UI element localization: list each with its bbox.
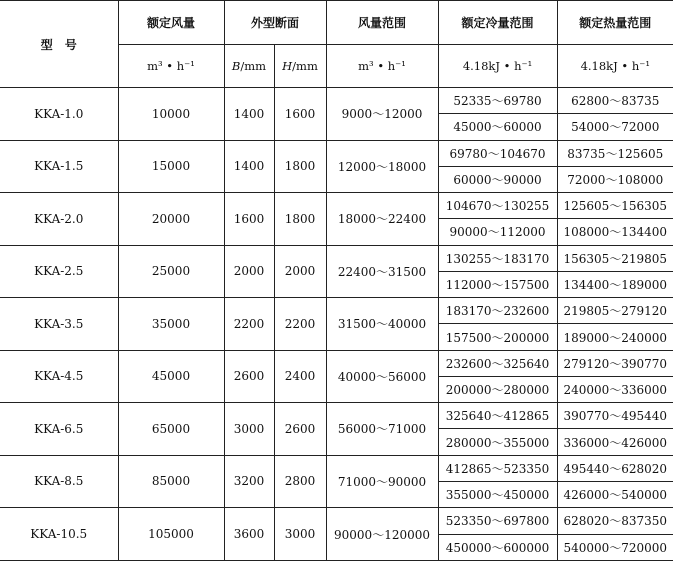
heating-kj-cell: 279120～390770 [557,350,673,376]
rated-airflow-cell: 35000 [118,298,224,351]
airflow-range-cell: 71000～90000 [326,455,438,508]
model-cell: KKA-2.5 [0,245,118,298]
cooling-kj-cell: 104670～130255 [438,193,557,219]
unit-b-mm: /mm [240,59,267,73]
heating-kcal-cell: 54000～72000 [557,114,673,140]
unit-b [224,45,274,88]
table-row [0,508,673,534]
height-h-cell: 1800 [274,193,326,246]
model-cell: KKA-10.5 [0,508,118,561]
width-b-cell: 2600 [224,350,274,403]
width-b-cell: 1400 [224,88,274,141]
model-cell: KKA-6.5 [0,403,118,456]
heating-kj-cell: 83735～125605 [557,140,673,166]
width-b-cell: 1600 [224,193,274,246]
cooling-kj-cell: 69780～104670 [438,140,557,166]
cooling-kj-cell: 183170～232600 [438,298,557,324]
model-cell: KKA-8.5 [0,455,118,508]
cooling-kj-cell: 412865～523350 [438,455,557,481]
unit-h-mm: /mm [292,59,318,73]
cooling-kcal-cell: 450000～600000 [438,534,557,560]
rated-airflow-cell: 45000 [118,350,224,403]
width-b-cell: 2000 [224,245,274,298]
unit-airflow-range: m³ • h⁻¹ [326,45,438,88]
rated-airflow-cell: 10000 [118,88,224,141]
height-h-cell: 2800 [274,455,326,508]
width-b-cell: 1400 [224,140,274,193]
header-airflow-range: 风量范围 [326,1,438,45]
table-row [0,298,673,324]
heating-kj-cell: 390770～495440 [557,403,673,429]
airflow-range-cell: 31500～40000 [326,298,438,351]
cooling-kcal-cell: 200000～280000 [438,376,557,402]
airflow-range-cell: 40000～56000 [326,350,438,403]
model-cell: KKA-1.0 [0,88,118,141]
width-b-cell: 3600 [224,508,274,561]
cooling-kcal-cell: 355000～450000 [438,481,557,507]
height-h-cell: 1600 [274,88,326,141]
heating-kcal-cell: 336000～426000 [557,429,673,455]
table-row [0,403,673,429]
table-row [0,455,673,481]
cooling-kcal-cell: 90000～112000 [438,219,557,245]
cooling-kcal-cell: 157500～200000 [438,324,557,350]
cooling-kj-cell: 52335～69780 [438,88,557,114]
table-row [0,193,673,219]
heating-kcal-cell: 189000～240000 [557,324,673,350]
cooling-kcal-cell: 45000～60000 [438,114,557,140]
model-cell: KKA-4.5 [0,350,118,403]
header-rated-airflow: 额定风量 [118,1,224,45]
cooling-kj-cell: 130255～183170 [438,245,557,271]
model-cell: KKA-3.5 [0,298,118,351]
rated-airflow-cell: 25000 [118,245,224,298]
model-cell: KKA-1.5 [0,140,118,193]
airflow-range-cell: 22400～31500 [326,245,438,298]
cooling-kj-cell: 232600～325640 [438,350,557,376]
cooling-kcal-cell: 280000～355000 [438,429,557,455]
header-cooling-range: 额定冷量范围 [438,1,557,45]
header-model: 型 号 [0,1,118,88]
rated-airflow-cell: 20000 [118,193,224,246]
table-header [0,1,673,88]
unit-h-var: H [282,59,293,73]
height-h-cell: 2400 [274,350,326,403]
model-cell: KKA-2.0 [0,193,118,246]
height-h-cell: 3000 [274,508,326,561]
cooling-kcal-cell: 112000～157500 [438,271,557,297]
unit-airflow: m³ • h⁻¹ [118,45,224,88]
height-h-cell: 2600 [274,403,326,456]
cooling-kj-cell: 523350～697800 [438,508,557,534]
width-b-cell: 3000 [224,403,274,456]
rated-airflow-cell: 65000 [118,403,224,456]
unit-b-var: B [231,59,241,73]
airflow-range-cell: 56000～71000 [326,403,438,456]
heating-kcal-cell: 134400～189000 [557,271,673,297]
heating-kcal-cell: 240000～336000 [557,376,673,402]
unit-h [274,45,326,88]
height-h-cell: 2200 [274,298,326,351]
heating-kcal-cell: 426000～540000 [557,481,673,507]
cooling-kj-cell: 325640～412865 [438,403,557,429]
heating-kcal-cell: 108000～134400 [557,219,673,245]
rated-airflow-cell: 85000 [118,455,224,508]
unit-cooling: 4.18kJ • h⁻¹ [438,45,557,88]
airflow-range-cell: 12000～18000 [326,140,438,193]
table-body [0,88,673,561]
heating-kcal-cell: 540000～720000 [557,534,673,560]
heating-kj-cell: 219805～279120 [557,298,673,324]
header-outer-section: 外型断面 [224,1,326,45]
heating-kj-cell: 628020～837350 [557,508,673,534]
unit-heating: 4.18kJ • h⁻¹ [557,45,673,88]
height-h-cell: 1800 [274,140,326,193]
table-row [0,88,673,114]
heating-kj-cell: 156305～219805 [557,245,673,271]
heating-kj-cell: 495440～628020 [557,455,673,481]
heating-kj-cell: 62800～83735 [557,88,673,114]
rated-airflow-cell: 15000 [118,140,224,193]
table-row [0,140,673,166]
airflow-range-cell: 9000～12000 [326,88,438,141]
table-row [0,245,673,271]
height-h-cell: 2000 [274,245,326,298]
width-b-cell: 2200 [224,298,274,351]
table-row [0,350,673,376]
width-b-cell: 3200 [224,455,274,508]
heating-kcal-cell: 72000～108000 [557,166,673,192]
cooling-kcal-cell: 60000～90000 [438,166,557,192]
header-heating-range: 额定热量范围 [557,1,673,45]
heating-kj-cell: 125605～156305 [557,193,673,219]
rated-airflow-cell: 105000 [118,508,224,561]
airflow-range-cell: 90000～120000 [326,508,438,561]
airflow-range-cell: 18000～22400 [326,193,438,246]
